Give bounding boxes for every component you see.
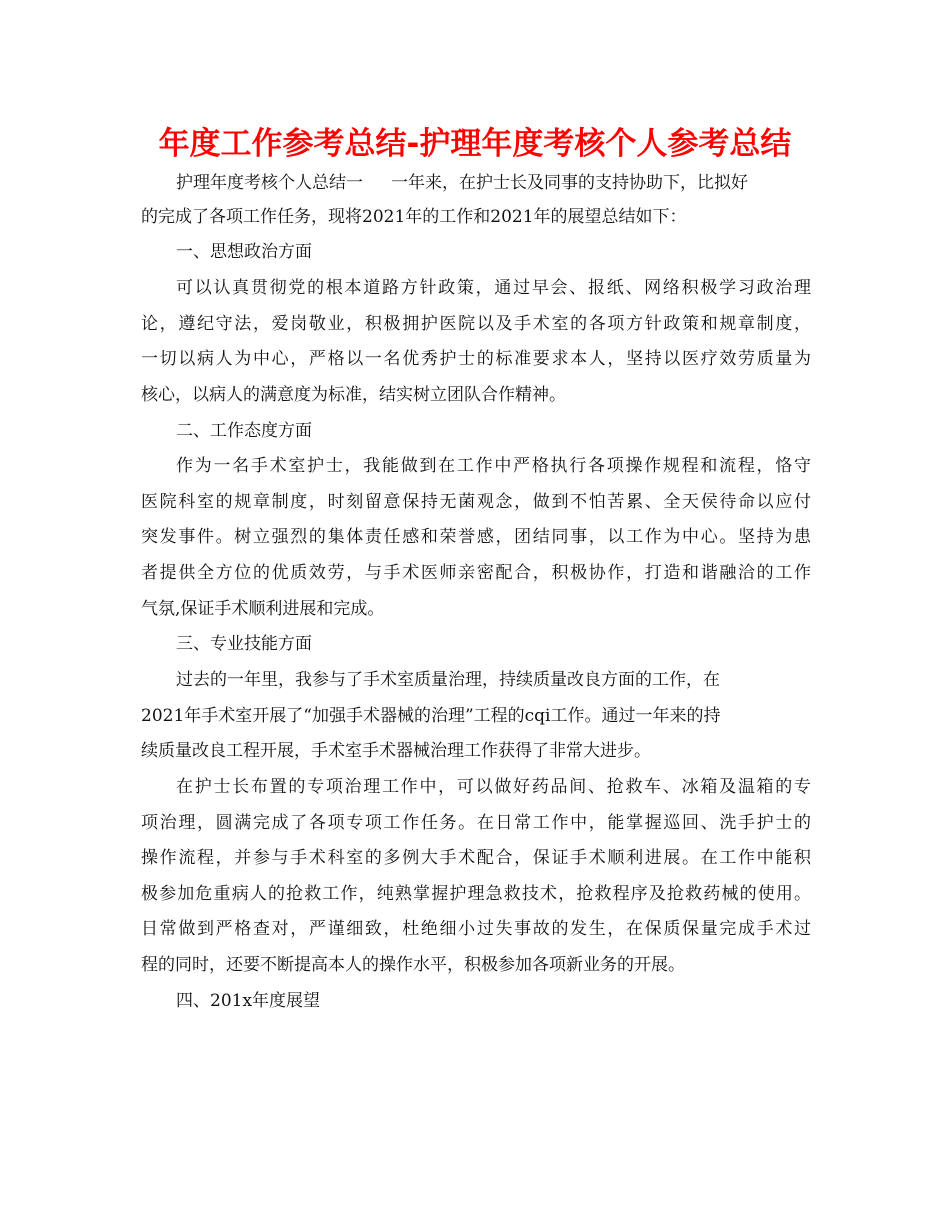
paragraph-line: 者提供全方位的优质效劳，与手术医师亲密配合，积极协作，打造和谐融洽的工作 — [141, 563, 811, 583]
paragraph-line: 续质量改良工程开展，手术室手术器械治理工作获得了非常大进步。 — [141, 741, 651, 761]
paragraph-line: 核心，以病人的满意度为标准，结实树立团队合作精神。 — [141, 385, 566, 405]
document-title: 年度工作参考总结-护理年度考核个人参考总结 — [158, 126, 792, 162]
paragraph-line: 气氛,保证手术顺利进展和完成。 — [141, 599, 385, 619]
intro-line — [176, 172, 748, 194]
section-heading-3: 三、专业技能方面 — [176, 634, 312, 654]
paragraph-line: 论，遵纪守法，爱岗敬业，积极拥护医院以及手术室的各项方针政策和规章制度， — [141, 314, 811, 334]
section-heading-4: 四、201x年度展望 — [176, 991, 321, 1011]
intro-text: 一年来，在护士长及同事的支持协助下，比拟好 — [391, 173, 748, 193]
paragraph-line: 一切以病人为中心，严格以一名优秀护士的标准要求本人，坚持以医疗效劳质量为 — [141, 349, 811, 369]
paragraph-line: 项治理，圆满完成了各项专项工作任务。在日常工作中，能掌握巡回、洗手护士的 — [141, 813, 811, 833]
paragraph-line: 极参加危重病人的抢救工作，纯熟掌握护理急救技术，抢救程序及抢救药械的使用。 — [141, 884, 811, 904]
paragraph-line: 突发事件。树立强烈的集体责任感和荣誉感，团结同事，以工作为中心。坚持为患 — [141, 527, 811, 547]
paragraph-line: 过去的一年里，我参与了手术室质量治理，持续质量改良方面的工作，在 — [176, 670, 720, 690]
section-heading-1: 一、思想政治方面 — [176, 242, 312, 262]
paragraph-line: 医院科室的规章制度，时刻留意保持无菌观念，做到不怕苦累、全天侯待命以应付 — [141, 492, 811, 512]
paragraph-line: 程的同时，还要不断提高本人的操作水平，积极参加各项新业务的开展。 — [141, 955, 685, 975]
paragraph-line: 日常做到严格查对，严谨细致，杜绝细小过失事故的发生，在保质保量完成手术过 — [141, 919, 811, 939]
paragraph-line: 可以认真贯彻党的根本道路方针政策，通过早会、报纸、网络积极学习政治理 — [176, 278, 811, 298]
paragraph-line: 作为一名手术室护士，我能做到在工作中严格执行各项操作规程和流程，恪守 — [176, 456, 811, 476]
intro-heading: 护理年度考核个人总结一 — [176, 173, 363, 193]
section-heading-2: 二、工作态度方面 — [176, 421, 312, 441]
paragraph-line: 操作流程，并参与手术科室的多例大手术配合，保证手术顺利进展。在工作中能积 — [141, 848, 811, 868]
paragraph-line: 在护士长布置的专项治理工作中，可以做好药品间、抢救车、冰箱及温箱的专 — [176, 777, 811, 797]
paragraph-line: 的完成了各项工作任务，现将2021年的工作和2021年的展望总结如下： — [141, 207, 687, 227]
paragraph-line: 2021年手术室开展了“加强手术器械的治理”工程的cqi工作。通过一年来的持 — [141, 706, 721, 726]
